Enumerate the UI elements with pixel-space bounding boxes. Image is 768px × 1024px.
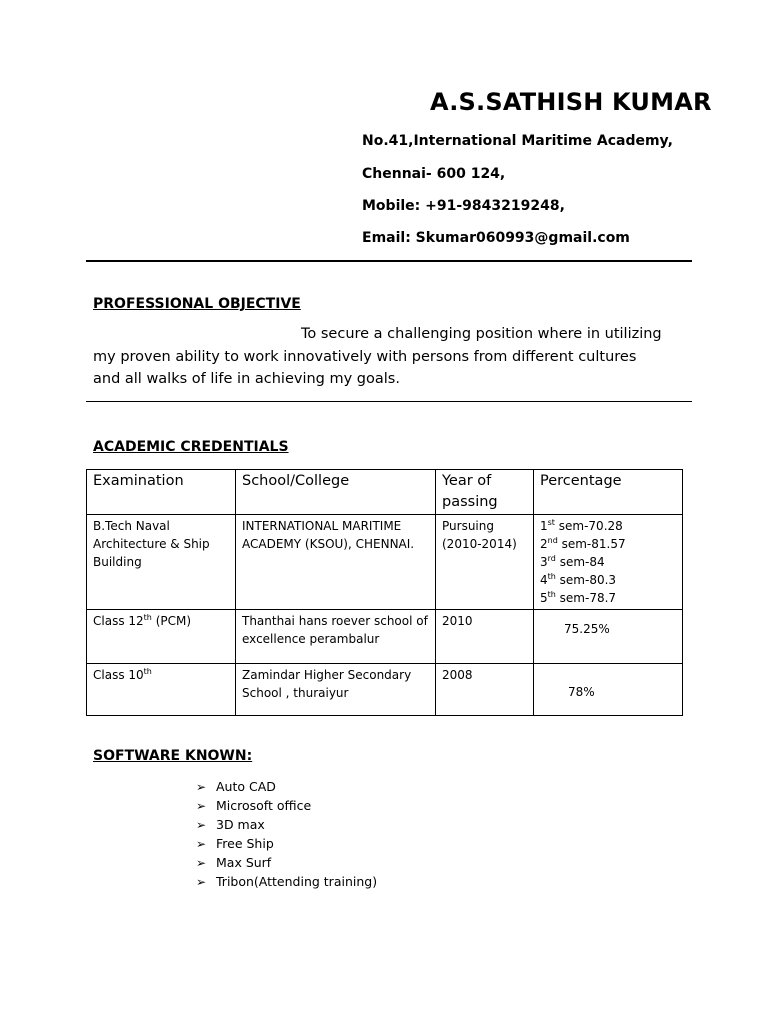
list-item: ➢ Tribon(Attending training) [196, 874, 378, 889]
software-heading: SOFTWARE KNOWN: [93, 748, 253, 764]
candidate-name: A.S.SATHISH KUMAR [430, 88, 712, 116]
arrow-bullet-icon: ➢ [196, 836, 207, 851]
arrow-bullet-icon: ➢ [196, 798, 207, 813]
arrow-bullet-icon: ➢ [196, 817, 207, 832]
percentage-cell: 78% [534, 664, 683, 716]
list-item: ➢ 3D max [196, 817, 265, 832]
arrow-bullet-icon: ➢ [196, 779, 207, 794]
column-header-school: School/College [236, 470, 436, 515]
school-cell: Thanthai hans roever school of excellence perambalur [236, 610, 436, 664]
list-item: ➢ Free Ship [196, 836, 274, 851]
exam-cell: B.Tech Naval Architecture & Ship Building [87, 515, 236, 610]
semester-score: 3rd sem-84 [540, 554, 605, 569]
list-item: ➢ Auto CAD [196, 779, 276, 794]
year-cell: 2010 [436, 610, 534, 664]
objective-line-1: To secure a challenging position where in utilizing [301, 326, 662, 342]
year-cell: 2008 [436, 664, 534, 716]
school-cell: Zamindar Higher Secondary School , thuraiyur [236, 664, 436, 716]
table-row [87, 610, 683, 664]
list-item: ➢ Max Surf [196, 855, 272, 870]
objective-line-2: my proven ability to work innovatively with persons from different cultures [93, 349, 637, 365]
school-cell: INTERNATIONAL MARITIME ACADEMY (KSOU), CHENNAI. [236, 515, 436, 610]
list-item: ➢ Microsoft office [196, 798, 312, 813]
address-line-2: Chennai- 600 124, [362, 166, 506, 182]
percentage-cell: 75.25% [534, 610, 683, 664]
table-row [87, 664, 683, 716]
table-header-row [87, 470, 683, 515]
exam-cell: Class 12th (PCM) [87, 610, 236, 664]
exam-cell: Class 10th [87, 664, 236, 716]
objective-divider [86, 401, 692, 402]
academic-table [86, 469, 683, 716]
percentage-cell [534, 515, 683, 610]
header-divider [86, 260, 692, 262]
column-header-examination: Examination [87, 470, 236, 515]
column-header-percentage: Percentage [534, 470, 683, 515]
semester-score: 1st sem-70.28 [540, 518, 623, 533]
semester-score: 2nd sem-81.57 [540, 536, 626, 551]
academic-heading: ACADEMIC CREDENTIALS [93, 439, 289, 455]
semester-score: 4th sem-80.3 [540, 572, 617, 587]
email-address: Email: Skumar060993@gmail.com [362, 230, 630, 246]
address-line-1: No.41,International Maritime Academy, [362, 133, 673, 149]
objective-line-3: and all walks of life in achieving my goals. [93, 371, 400, 387]
mobile-number: Mobile: +91-9843219248, [362, 198, 565, 214]
column-header-year: Year of passing [436, 470, 534, 515]
semester-score: 5th sem-78.7 [540, 590, 617, 605]
arrow-bullet-icon: ➢ [196, 874, 207, 889]
table-row [87, 515, 683, 610]
year-cell: Pursuing (2010-2014) [436, 515, 534, 610]
arrow-bullet-icon: ➢ [196, 855, 207, 870]
objective-heading: PROFESSIONAL OBJECTIVE [93, 296, 301, 312]
software-list [196, 777, 377, 891]
